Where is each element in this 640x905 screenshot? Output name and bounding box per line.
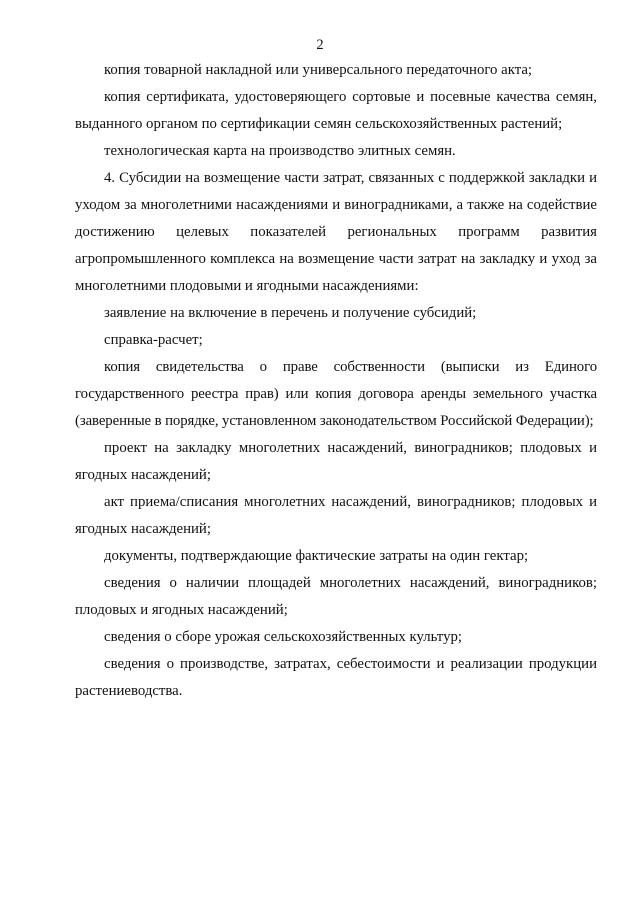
paragraph-planting-project: проект на закладку многолетних насаждений, виноградников; плодовых и ягодных насаждений; — [75, 440, 597, 483]
paragraph-technology-map: технологическая карта на производство элитных семян. — [104, 143, 456, 159]
document-body — [75, 57, 597, 705]
paragraph-application: заявление на включение в перечень и получение субсидий; — [104, 305, 477, 321]
paragraph-area-info: сведения о наличии площадей многолетних насаждений, виноградников; плодовых и ягодных насаждений; — [75, 575, 597, 618]
paragraph-harvest-info: сведения о сборе урожая сельскохозяйственных культур; — [104, 629, 462, 645]
paragraph-acceptance-act: акт приема/списания многолетних насаждений, виноградников; плодовых и ягодных насаждений; — [75, 494, 597, 537]
paragraph-subsidies-heading: 4. Субсидии на возмещение части затрат, связанных с поддержкой закладки и уходом за многолетними насаждениями и виноградниками, а также на содействие достижению целевых показателей региональных программ развития агропромышленного комплекса на возмещение части затрат на закладку и уход за многолетними плодовыми и ягодными насаждениями: — [75, 170, 597, 294]
paragraph-seed-certificate: копия сертификата, удостоверяющего сортовые и посевные качества семян, выданного органом по сертификации семян сельскохозяйственных растений; — [75, 89, 597, 132]
paragraph-ownership-certificate: копия свидетельства о праве собственности (выписки из Единого государственного реестра прав) или копия договора аренды земельного участка (заверенные в порядке, установленном законодательством Российской Федерации); — [75, 359, 597, 429]
paragraph-cost-documents: документы, подтверждающие фактические затраты на один гектар; — [104, 548, 529, 564]
paragraph-invoice-copy: копия товарной накладной или универсального передаточного акта; — [104, 62, 533, 78]
paragraph-production-info: сведения о производстве, затратах, себестоимости и реализации продукции растениеводства. — [75, 656, 597, 699]
page-number: 2 — [316, 37, 324, 53]
paragraph-calculation: справка-расчет; — [104, 332, 203, 348]
